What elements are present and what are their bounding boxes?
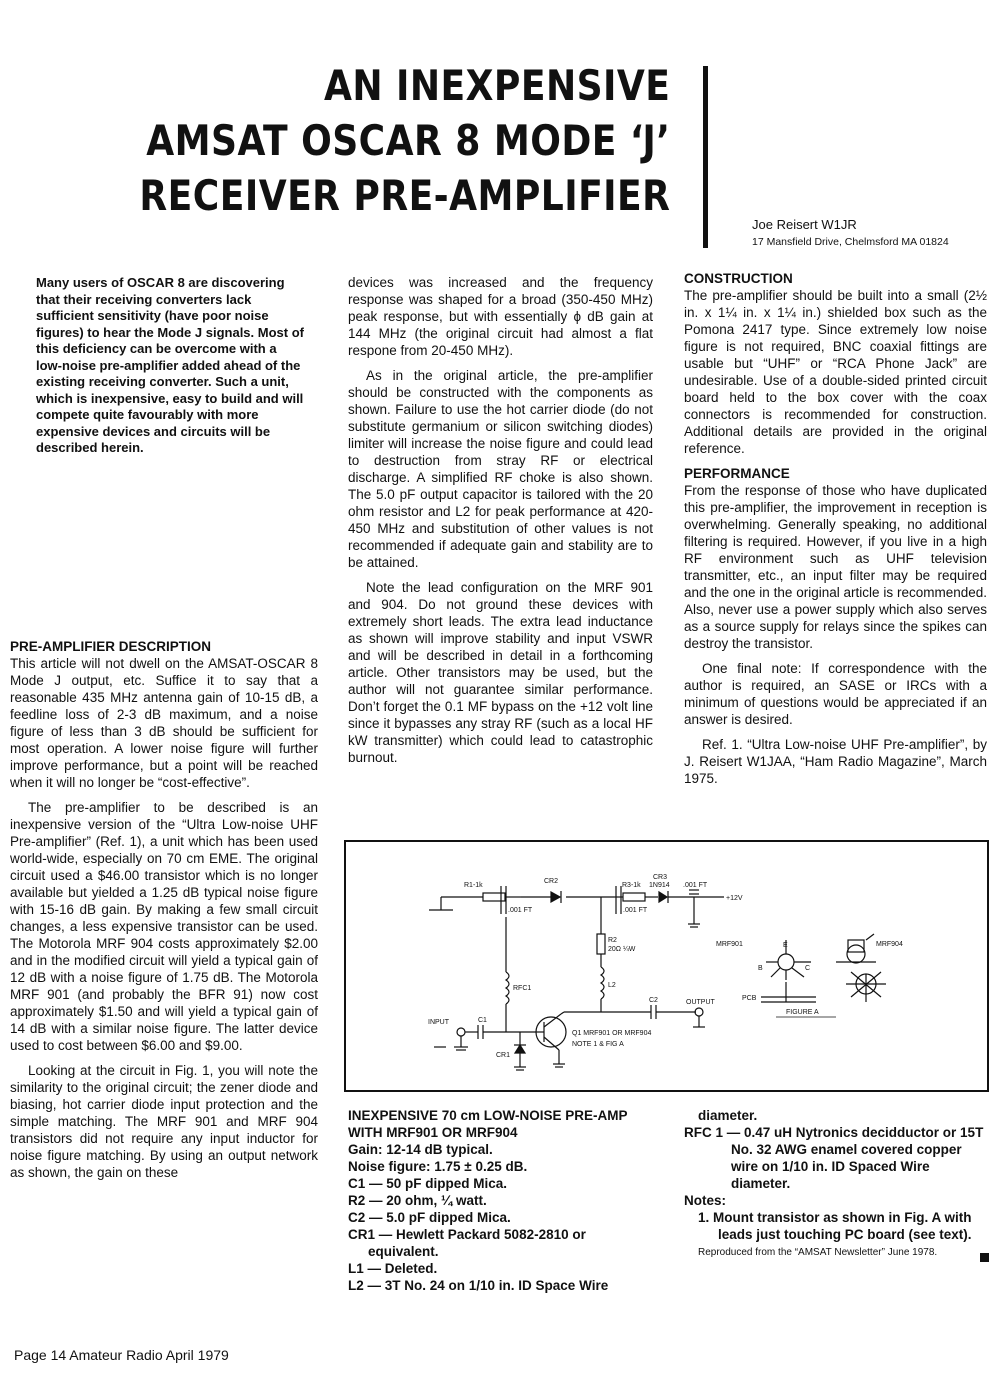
section-heading-construction: CONSTRUCTION xyxy=(684,271,793,286)
paragraph: devices was increased and the frequency response was shaped for a broad (350-450 MHz) peak response, but with essentially ϕ dB gain at 144 MHz (the original circuit had almost a flat respone from 20-450 MHz). xyxy=(348,275,653,358)
paragraph: Note the lead configuration on the MRF 901 and 904. Do not ground these devices with extremely short leads. The extra lead inductance as shown will improve stability and input VSWR and will be described in detail in a forthcoming article. Other transistors may be used, but the author will not guarantee similar performance. Don’t forget the 0.1 MF bypass on the +12 volt line since it bypasses any stray RF (such as a local HF kW transmitter) which could lead to catastrophic burnout. xyxy=(348,580,653,765)
label-note: NOTE 1 & FIG A xyxy=(572,1041,624,1048)
title-line-2: AMSAT OSCAR 8 MODE ‘J’ xyxy=(145,116,670,165)
paragraph: This article will not dwell on the AMSAT-OSCAR 8 Mode J output, etc. Suffice it to say that a reasonable 435 MHz antenna gain of 10-15 dB, a feedline loss of 2-3 dB maximum, and a noise figure of less than 3 dB should be sufficient for most operation. A lower noise figure will further improve performance, but a point will be reached when it will no longer be “cost-effective”. xyxy=(10,656,318,790)
label-mrf904: MRF904 xyxy=(876,941,903,948)
notes-heading: Notes: xyxy=(684,1193,727,1208)
label-cr3: CR3 xyxy=(653,874,668,881)
label-pin-b: B xyxy=(758,965,763,972)
label-pcb: PCB xyxy=(742,995,757,1002)
label-figure-a: FIGURE A xyxy=(786,1009,819,1016)
label-r2: R2 xyxy=(608,937,617,944)
part-c2: C2 — 5.0 pF dipped Mica. xyxy=(348,1210,511,1225)
label-pin-e: E xyxy=(783,942,788,949)
label-12v: +12V xyxy=(726,895,743,902)
part-l2-continued: diameter. xyxy=(698,1108,758,1123)
paragraph: The pre-amplifier to be described is an inexpensive version of the “Ultra Low-noise UHF Pre-amplifier” (Ref. 1), a unit which has been used world-wide, especially on 70 cm EME. The original circuit used a $46.00 transistor which is no longer available but yielded a 1.25 dB typical noise figure with 15-16 dB gain. By making a few small circuit changes, a less expensive transistor can be used. The Motorola MRF 904 costs approximately $2.00 and in the modified circuit will yield a typical gain of 12 dB with a noise figure of 1.75 dB. The Motorola MRF 901 (and probably the BFR 91) now cost approximately $1.50 and will yield a typical gain of 14 dB with a similar noise figure. The latter device used to cost between $6.00 and $9.00. xyxy=(10,800,318,1053)
label-cr3-part: 1N914 xyxy=(649,882,670,889)
column-3 xyxy=(684,270,987,795)
part-r2: R2 — 20 ohm, ¼ watt. xyxy=(348,1193,487,1208)
paragraph: From the response of those who have duplicated this pre-amplifier, the improvement in reception is overwhelming. Generally speaking, no additional filtering is required. However, if you live in a high RF environment such as UHF television transmitter, etc., an input filter may be required and the one in the original article is recommended. Also, never use a power supply which also serves as a source supply for relays since the spikes can destroy the transistor. xyxy=(684,483,987,651)
label-rfc1: RFC1 xyxy=(513,985,532,992)
note-1: 1. Mount transistor as shown in Fig. A with leads just touching PC board (see text). xyxy=(698,1210,972,1242)
part-l1: L1 — Deleted. xyxy=(348,1261,438,1276)
paragraph: Looking at the circuit in Fig. 1, you will note the similarity to the original circuit; the zener diode and biasing, hot carrier diode input protection and the simple matching. The MRF 901 and MRF 904 transistors did not require any input inductor for noise figure matching. By using an output network as shown, the gain on these xyxy=(10,1063,318,1180)
part-rfc1: RFC 1 — 0.47 uH Nytronics decidductor or 15T No. 32 AWG enamel covered copper wire on 1/10 in. ID Spaced Wire diameter. xyxy=(684,1125,984,1191)
label-q1: Q1 MRF901 OR MRF904 xyxy=(572,1030,652,1037)
paragraph: As in the original article, the pre-amplifier should be constructed with the components as shown. Failure to use the hot carrier diode (do not substitute germanium or silicon switching diodes) limiter will increase the noise figure and could lead to destruction from stray RF or electrical discharge. A simplified RF choke is also shown. The 5.0 pF output capacitor is tailored with the 20 ohm resistor and L2 for peak performance at 420-450 MHz and substitution of other values is not recommended if adequate gain and stability are to be attained. xyxy=(348,368,653,570)
intro-paragraph: Many users of OSCAR 8 are discovering that their receiving converters lack sufficient sensitivity (have poor noise figures) to hear the Mode J signals. Most of this deficiency can be overcome with a low-noise pre-amplifier added ahead of the existing receiving converter. Such a unit, which is inexpensive, easy to build and will compete quite favourably with more expensive devices and circuits will be described herein. xyxy=(36,275,304,455)
title-line-3: RECEIVER PRE-AMPLIFIER xyxy=(139,171,670,220)
label-ft3: .001 FT xyxy=(683,882,708,889)
parts-heading: INEXPENSIVE 70 cm LOW-NOISE PRE-AMP WITH MRF901 OR MRF904 xyxy=(348,1108,628,1140)
author-address: 17 Mansfield Drive, Chelmsford MA 01824 xyxy=(752,236,949,248)
title-vertical-rule xyxy=(703,66,708,248)
label-c2: C2 xyxy=(649,997,658,1004)
parts-list-right xyxy=(684,1107,989,1262)
label-c1: C1 xyxy=(478,1017,487,1024)
label-r2-value: 20Ω ¼W xyxy=(608,946,636,953)
schematic-figure xyxy=(344,840,989,1092)
spec-gain: Gain: 12-14 dB typical. xyxy=(348,1142,493,1157)
label-output: OUTPUT xyxy=(686,999,715,1006)
label-r1: R1-1k xyxy=(464,882,483,889)
label-input: INPUT xyxy=(428,1019,449,1026)
part-l2: L2 — 3T No. 24 on 1/10 in. ID Space Wire xyxy=(348,1278,609,1293)
author-name: Joe Reisert W1JR xyxy=(752,217,857,232)
paragraph: One final note: If correspondence with the author is required, an SASE or IRCs with a minimum of questions would be appreciated if an answer is desired. xyxy=(684,661,987,727)
label-r3: R3-1k xyxy=(622,882,641,889)
label-ft2: .001 FT xyxy=(623,907,648,914)
reference: Ref. 1. “Ultra Low-noise UHF Pre-amplifier”, by J. Reisert W1JAA, “Ham Radio Magazine”, March 1975. xyxy=(684,737,987,786)
label-cr2: CR2 xyxy=(544,878,559,885)
part-c1: C1 — 50 pF dipped Mica. xyxy=(348,1176,508,1191)
label-mrf901: MRF901 xyxy=(716,941,743,948)
label-ft1: .001 FT xyxy=(508,907,533,914)
label-l2: L2 xyxy=(608,982,616,989)
parts-list-left xyxy=(348,1107,653,1294)
section-heading-performance: PERFORMANCE xyxy=(684,466,790,481)
end-mark-icon xyxy=(980,1253,989,1262)
title-line-1: AN INEXPENSIVE xyxy=(323,61,670,110)
column-1 xyxy=(10,638,318,1189)
reproduced-credit: Reproduced from the “AMSAT Newsletter” June 1978. xyxy=(684,1247,989,1259)
label-cr1: CR1 xyxy=(496,1052,511,1059)
page-footer: Page 14 Amateur Radio April 1979 xyxy=(14,1347,229,1363)
paragraph: The pre-amplifier should be built into a small (2½ in. x 1¼ in. x 1¼ in.) shielded box such as the Pomona 2417 type. Since extremely low noise figure is not required, BNC coaxial fittings are usable but “UHF” or “RCA Phone Jack” are undesirable. Use of a double-sided printed circuit board held to the box cover with the coax connectors is recommended for construction. Additional details are provided in the original reference. xyxy=(684,288,987,456)
schematic-diagram xyxy=(346,842,991,1094)
spec-noise: Noise figure: 1.75 ± 0.25 dB. xyxy=(348,1159,528,1174)
column-2 xyxy=(348,274,653,774)
section-heading-description: PRE-AMPLIFIER DESCRIPTION xyxy=(10,639,212,654)
article-title xyxy=(139,58,670,223)
label-pin-c: C xyxy=(805,965,811,972)
part-cr1: CR1 — Hewlett Packard 5082-2810 or equivalent. xyxy=(348,1227,586,1259)
